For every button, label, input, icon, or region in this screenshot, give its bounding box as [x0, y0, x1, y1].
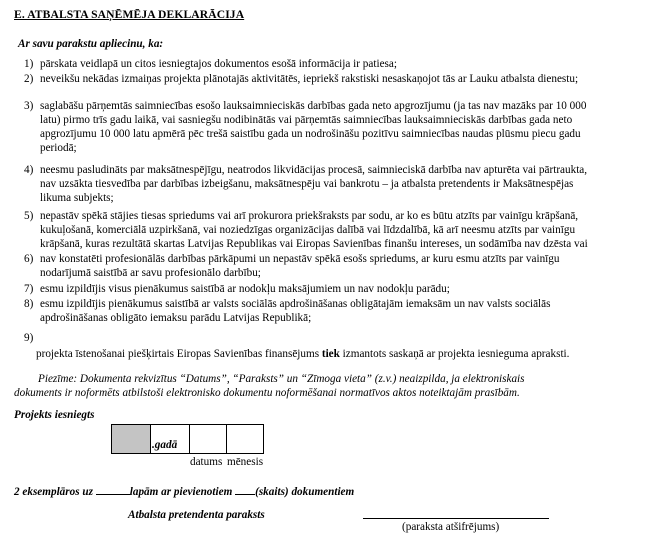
list-item-number: 1): [24, 58, 34, 70]
copies-line: [14, 484, 354, 499]
copies-text-3: (skaits) dokumentiem: [255, 486, 355, 498]
list-item-line: nepastāv spēkā stājies tiesas spriedums vai arī prokurora priekšraksts par sodu, ar ko es būtu atzīts par vainīgu krāpšanā,: [40, 210, 579, 222]
day-box[interactable]: [189, 424, 227, 454]
note-line: dokuments ir noformēts atbilstoši elektronisko dokumentu noformēšanai normatīvos aktos noteiktajām prasībām.: [14, 387, 520, 399]
item9-text-after: izmantots saskaņā ar projekta iesnieguma apraksti.: [339, 348, 570, 360]
list-item-text: [40, 297, 629, 325]
section-title: E. ATBALSTA SAŅĒMĒJA DEKLARĀCIJA: [14, 8, 245, 21]
list-item-line: neesmu pasludināts par maksātnespējīgu, neatrodos likvidācijas procesā, saimnieciskā darbība nav apturēta vai pārtraukta,: [40, 164, 588, 176]
documents-count-blank[interactable]: [235, 484, 255, 495]
signature-line[interactable]: [363, 518, 549, 519]
list-item: [24, 163, 629, 205]
list-item-number: 2): [24, 73, 34, 85]
list-item-number: 4): [24, 164, 34, 176]
list-item-line: periodā;: [40, 142, 77, 154]
list-item-number: 7): [24, 283, 34, 295]
list-item-text: [40, 57, 629, 71]
list-item-line: apdrošināšanas obligāto iemaksu parādu Latvijas Republikā;: [40, 312, 312, 324]
list-item: [24, 57, 629, 71]
intro-text: Ar savu parakstu apliecinu, ka:: [18, 38, 164, 50]
list-item-line: kukuļošanā, komerciālā uzpirkšanā, vai noziedzīgas organizācijas dalībā vai līdzdalībā, kā arī neesmu atzīts par vainīgu: [40, 224, 576, 236]
list-item-number: 6): [24, 253, 34, 265]
year-suffix-label: .gadā: [152, 439, 178, 451]
list-item-line: likuma subjekts;: [40, 192, 114, 204]
note: [14, 372, 608, 400]
year-box[interactable]: [111, 424, 151, 454]
list-item: [24, 72, 629, 86]
signature-caption: (paraksta atšifrējums): [402, 521, 500, 533]
project-submitted-label: Projekts iesniegts: [14, 409, 95, 421]
list-item-line: esmu izpildījis pienākumus saistībā ar valsts sociālās apdrošināšanas obligātajām iemaksām un nav valsts sociālās: [40, 298, 551, 310]
signature-label: Atbalsta pretendenta paraksts: [128, 509, 265, 521]
pages-blank[interactable]: [96, 484, 130, 495]
list-item: [24, 282, 629, 296]
copies-text-2: lapām ar pievienotiem: [129, 486, 236, 498]
list-item-text: [40, 99, 629, 155]
item9-text-bold: tiek: [321, 348, 340, 360]
list-item-number: 9): [24, 332, 34, 344]
list-item-line: neveikšu nekādas izmaiņas projekta plānotajās aktivitātēs, iepriekš rakstiski nesaskaņojot tās ar Lauku atbalsta dienestu;: [40, 73, 579, 85]
list-item-text: [40, 252, 629, 280]
month-box[interactable]: [226, 424, 264, 454]
list-item: [24, 99, 629, 155]
copies-text-1: 2 eksemplāros uz: [14, 486, 96, 498]
list-item-line: esmu izpildījis visus pienākumus saistībā ar nodokļu maksājumiem un nav nodokļu parādu;: [40, 283, 450, 295]
list-item-line: apgrozījumu 10 000 latu apmērā pēc trešā saistību gada un nodrošināšu pozitīvu saimniecības naudas plūsmu piecu gadu: [40, 128, 581, 140]
list-item: [24, 252, 629, 280]
list-item: [24, 209, 629, 251]
list-item-line: latu) pirmo trīs gadu laikā, vai sasniegšu nodibinātās vai pārņemtās saimniecības lauksaimnieciskās darbības gada neto: [40, 114, 573, 126]
list-item-text: [40, 282, 629, 296]
list-item-text: [40, 209, 629, 251]
list-item-number: 3): [24, 100, 34, 112]
note-line: Piezīme: Dokumenta rekvizītus “Datums”, “Paraksts” un “Zīmoga vieta” (z.v.) neaizpilda, ja elektroniskais: [38, 373, 525, 385]
item9-text-before: projekta īstenošanai piešķirtais Eiropas Savienības finansējums: [36, 348, 322, 360]
list-item-line: nodarījumā saistībā ar savu profesionālo darbību;: [40, 267, 261, 279]
list-item-line: pārskata veidlapā un citos iesniegtajos dokumentos esošā informācija ir patiesa;: [40, 58, 397, 70]
list-item-number: 8): [24, 298, 34, 310]
list-item-line: krāpšanā, kuras rezultātā skartas Latvijas Republikas vai Eiropas Savienības finanšu intereses, un sodāmība nav dzēsta vai: [40, 238, 588, 250]
list-item-9-text: [24, 347, 629, 361]
day-label: datums: [190, 456, 223, 468]
list-item-line: saglabāšu pārņemtās saimniecības esošo lauksaimnieciskās darbības gada neto apgrozījumu (ja tas nav mazāks par 10 000: [40, 100, 587, 112]
list-item-line: nav uzsākta tiesvedība par darbības izbeigšanu, maksātnespēju vai bankrotu – ja atbalsta pretendents ir Maksātnespējas: [40, 178, 574, 190]
list-item-text: [40, 163, 629, 205]
list-item-line: nav konstatēti profesionālās darbības pārkāpumi un nepastāv spēkā esošs spriedums, ar kuru esmu atzīts par vainīgu: [40, 253, 560, 265]
list-item-text: [40, 72, 629, 86]
list-item-number: 5): [24, 210, 34, 222]
list-item: [24, 297, 629, 325]
month-label: mēnesis: [227, 456, 264, 468]
